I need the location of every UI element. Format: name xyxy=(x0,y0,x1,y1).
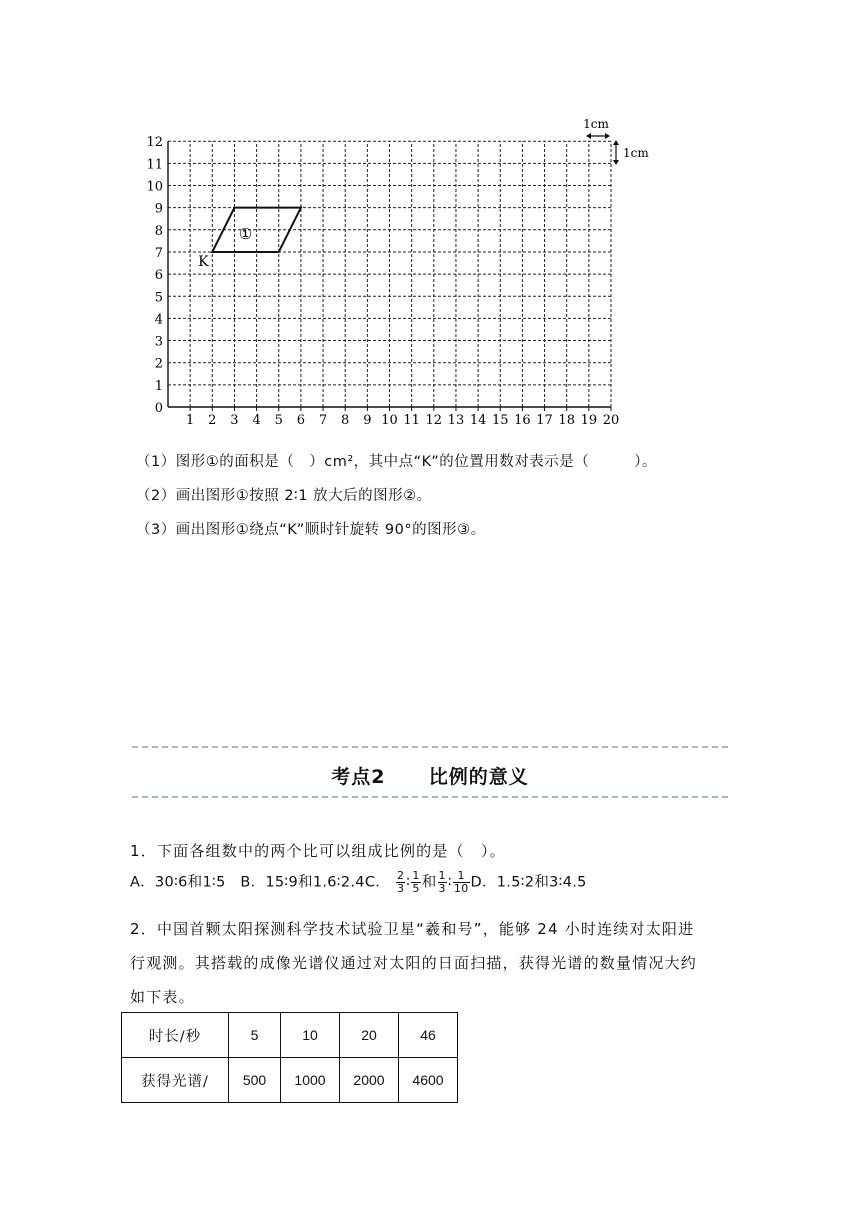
x-tick-label: 19 xyxy=(580,413,598,428)
y-tick-label: 11 xyxy=(146,157,163,173)
y-tick-label: 9 xyxy=(154,201,163,217)
problem-1-options xyxy=(130,870,587,895)
y-tick-label: 0 xyxy=(154,401,163,416)
option-d: D．1.5∶2和3∶4.5 xyxy=(470,874,587,891)
x-tick-label: 3 xyxy=(230,413,239,428)
table-cell: 2000 xyxy=(340,1058,399,1103)
fraction-1-10: $\frac{1}{10}$ xyxy=(453,869,469,895)
section-divider-bottom xyxy=(132,796,728,798)
x-tick-label: 9 xyxy=(363,413,372,428)
section-divider-top xyxy=(132,746,728,748)
y-tick-label: 1 xyxy=(154,378,163,394)
x-tick-label: 14 xyxy=(469,413,487,428)
arrow-head-left-icon xyxy=(586,133,591,139)
x-tick-label: 1 xyxy=(186,413,195,428)
x-tick-labels xyxy=(186,413,619,428)
section-title-number: 考点2 xyxy=(331,766,386,788)
arrow-head-down-icon xyxy=(613,160,619,165)
coordinate-grid xyxy=(0,0,860,440)
fraction-2-3: $\frac{2}{3}$ xyxy=(396,869,405,895)
x-tick-label: 8 xyxy=(341,413,350,428)
x-tick-label: 16 xyxy=(514,413,531,428)
x-tick-label: 17 xyxy=(536,413,553,428)
y-tick-label: 8 xyxy=(154,223,163,239)
section-title-text: 比例的意义 xyxy=(428,766,529,788)
y-tick-label: 4 xyxy=(154,312,163,328)
scale-label-y: 1cm xyxy=(623,146,649,160)
option-a: A．30∶6和1∶5 xyxy=(130,874,226,891)
question-2: （2）画出图形①按照 2∶1 放大后的图形②。 xyxy=(136,488,432,504)
problem-2-line-2: 行观测。其搭载的成像光谱仪通过对太阳的日面扫描，获得光谱的数量情况大约 xyxy=(130,954,698,972)
shape-1-label: ① xyxy=(238,225,253,244)
y-tick-label: 3 xyxy=(154,334,163,350)
problem-2-line-3: 如下表。 xyxy=(130,988,195,1006)
y-tick-label: 10 xyxy=(146,179,163,195)
question-3: （3）画出图形①绕点“K”顺时针旋转 90°的图形③。 xyxy=(136,522,486,538)
x-tick-label: 5 xyxy=(274,413,283,428)
y-tick-label: 2 xyxy=(154,356,163,372)
x-tick-label: 18 xyxy=(558,413,575,428)
x-tick-label: 7 xyxy=(318,413,328,428)
table-cell: 10 xyxy=(281,1013,340,1058)
y-tick-label: 7 xyxy=(154,245,163,261)
scale-label-x: 1cm xyxy=(583,117,609,131)
x-tick-label: 12 xyxy=(425,413,443,428)
section-title xyxy=(0,762,860,789)
problem-2-line-1: 2．中国首颗太阳探测科学技术试验卫星“羲和号”，能够 24 小时连续对太阳进 xyxy=(130,920,695,938)
x-tick-label: 15 xyxy=(491,413,509,428)
y-tick-label: 5 xyxy=(154,290,163,306)
question-1: （1）图形①的面积是（ ）cm²，其中点“K”的位置用数对表示是（ ）。 xyxy=(136,454,657,470)
y-tick-label: 6 xyxy=(154,268,163,284)
arrow-head-right-icon xyxy=(605,133,610,139)
table-cell: 20 xyxy=(340,1013,399,1058)
table-row-header: 获得光谱/ xyxy=(122,1058,229,1103)
problem-1-stem: 1．下面各组数中的两个比可以组成比例的是（ ）。 xyxy=(130,842,506,860)
table-cell: 46 xyxy=(399,1013,458,1058)
x-tick-label: 4 xyxy=(252,413,261,428)
arrow-head-up-icon xyxy=(613,140,619,145)
table-row-header: 时长/秒 xyxy=(122,1013,229,1058)
x-tick-label: 6 xyxy=(296,413,306,428)
fraction-1-5: $\frac{1}{5}$ xyxy=(412,869,420,895)
x-tick-label: 2 xyxy=(208,413,217,428)
table-cell: 4600 xyxy=(399,1058,458,1103)
x-tick-label: 20 xyxy=(602,413,620,428)
table-cell: 1000 xyxy=(281,1058,340,1103)
y-tick-label: 12 xyxy=(146,135,163,151)
x-tick-label: 13 xyxy=(447,413,465,428)
data-table xyxy=(121,1012,458,1103)
grid-lines xyxy=(168,141,611,407)
option-c-prefix: C． xyxy=(364,874,391,891)
table-row xyxy=(122,1058,458,1103)
and-word: 和 xyxy=(421,874,437,891)
fraction-1-3: $\frac{1}{3}$ xyxy=(438,869,446,895)
x-tick-label: 10 xyxy=(381,413,398,428)
ratio-sign: ∶ xyxy=(406,874,411,891)
table-cell: 500 xyxy=(229,1058,281,1103)
point-k-label: K xyxy=(198,253,209,270)
y-tick-labels xyxy=(146,135,163,416)
option-b: B．15∶9和1.6∶2.4 xyxy=(240,874,365,891)
ratio-sign: ∶ xyxy=(447,874,452,891)
table-cell: 5 xyxy=(229,1013,281,1058)
table-row xyxy=(122,1013,458,1058)
x-tick-label: 11 xyxy=(403,413,420,428)
